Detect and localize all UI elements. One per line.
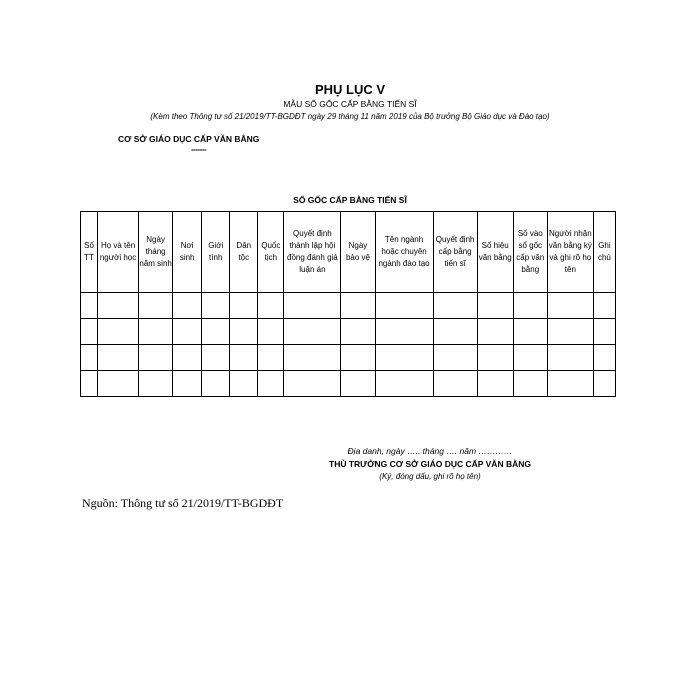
table-cell (284, 319, 341, 345)
table-cell (547, 371, 593, 397)
table-cell (258, 371, 284, 397)
table-cell (341, 371, 375, 397)
table-cell (513, 371, 547, 397)
column-header: Số hiệu văn bằng (477, 212, 513, 293)
column-header: Ghi chú (593, 212, 615, 293)
column-header: Quyết định cấp bằng tiến sĩ (433, 212, 477, 293)
table-cell (433, 371, 477, 397)
signature-place-date: Địa danh, ngày ….. tháng …. năm ………… (347, 446, 513, 456)
table-cell (477, 371, 513, 397)
column-header: Họ và tên người học (98, 212, 139, 293)
table-cell (173, 345, 202, 371)
table-cell (81, 319, 98, 345)
table-row (81, 293, 616, 319)
table-cell (230, 293, 258, 319)
table-cell (547, 345, 593, 371)
column-header: Nơi sinh (173, 212, 202, 293)
table-cell (513, 345, 547, 371)
table-cell (98, 319, 139, 345)
column-header: Số vào sổ gốc cấp văn bằng (513, 212, 547, 293)
table-cell (139, 293, 173, 319)
table-cell (258, 319, 284, 345)
table-cell (202, 345, 230, 371)
table-cell (375, 345, 433, 371)
column-header: Tên ngành hoặc chuyên ngành đào tạo (375, 212, 433, 293)
table-row (81, 345, 616, 371)
table-cell (230, 345, 258, 371)
legal-reference-note: (Kèm theo Thông tư số 21/2019/TT-BGDĐT ngày 29 tháng 11 năm 2019 của Bộ trưởng Bộ Giáo dục và Đào tạo) (150, 112, 550, 121)
column-header: Số TT (81, 212, 98, 293)
table-cell (477, 345, 513, 371)
table-cell (284, 371, 341, 397)
table-cell (284, 293, 341, 319)
column-header: Dân tộc (230, 212, 258, 293)
table-cell (477, 319, 513, 345)
register-title: SỐ GỐC CẤP BẰNG TIẾN SĨ (293, 195, 407, 205)
table-cell (375, 319, 433, 345)
table-cell (341, 319, 375, 345)
column-header: Quyết định thành lập hội đồng đánh giá luận án (284, 212, 341, 293)
table-cell (258, 293, 284, 319)
table-cell (81, 371, 98, 397)
column-header: Ngày tháng năm sinh (139, 212, 173, 293)
table-cell (433, 345, 477, 371)
table-cell (341, 345, 375, 371)
table-header-row (81, 212, 616, 293)
table-cell (477, 293, 513, 319)
table-cell (547, 319, 593, 345)
table-cell (81, 345, 98, 371)
table-cell (202, 319, 230, 345)
table-cell (81, 293, 98, 319)
table-body (81, 293, 616, 397)
table-cell (433, 293, 477, 319)
column-header: Ngày bảo vệ (341, 212, 375, 293)
table-cell (173, 319, 202, 345)
signatory-title: THỦ TRƯỞNG CƠ SỞ GIÁO DỤC CẤP VĂN BẰNG (329, 459, 531, 469)
table-cell (202, 371, 230, 397)
table-row (81, 371, 616, 397)
table-cell (173, 293, 202, 319)
table-cell (139, 371, 173, 397)
table-cell (593, 293, 615, 319)
source-citation: Nguồn: Thông tư số 21/2019/TT-BGDĐT (82, 496, 284, 510)
table-cell (230, 319, 258, 345)
column-header: Người nhận văn bằng ký và ghi rõ họ tên (547, 212, 593, 293)
table-cell (284, 345, 341, 371)
table-cell (513, 319, 547, 345)
organization-name: CƠ SỞ GIÁO DỤC CẤP VĂN BẰNG (118, 134, 260, 144)
form-subtitle: MẪU SỐ GỐC CẤP BẰNG TIẾN SĨ (283, 99, 417, 109)
signature-instruction: (Ký, đóng dấu, ghi rõ họ tên) (379, 472, 481, 481)
table-row (81, 319, 616, 345)
table-cell (433, 319, 477, 345)
table-cell (98, 345, 139, 371)
table-cell (547, 293, 593, 319)
table-cell (202, 293, 230, 319)
table-cell (98, 371, 139, 397)
table-cell (139, 345, 173, 371)
table-cell (230, 371, 258, 397)
table-cell (375, 371, 433, 397)
column-header: Giới tính (202, 212, 230, 293)
table-cell (593, 345, 615, 371)
table-cell (98, 293, 139, 319)
table-cell (593, 319, 615, 345)
column-header: Quốc tịch (258, 212, 284, 293)
table-cell (173, 371, 202, 397)
table-cell (375, 293, 433, 319)
register-table (80, 211, 616, 397)
table-cell (258, 345, 284, 371)
table-cell (513, 293, 547, 319)
appendix-title: PHỤ LỤC V (314, 82, 386, 97)
table-cell (593, 371, 615, 397)
table-cell (139, 319, 173, 345)
separator-dashes: ------- (191, 145, 207, 154)
table-cell (341, 293, 375, 319)
